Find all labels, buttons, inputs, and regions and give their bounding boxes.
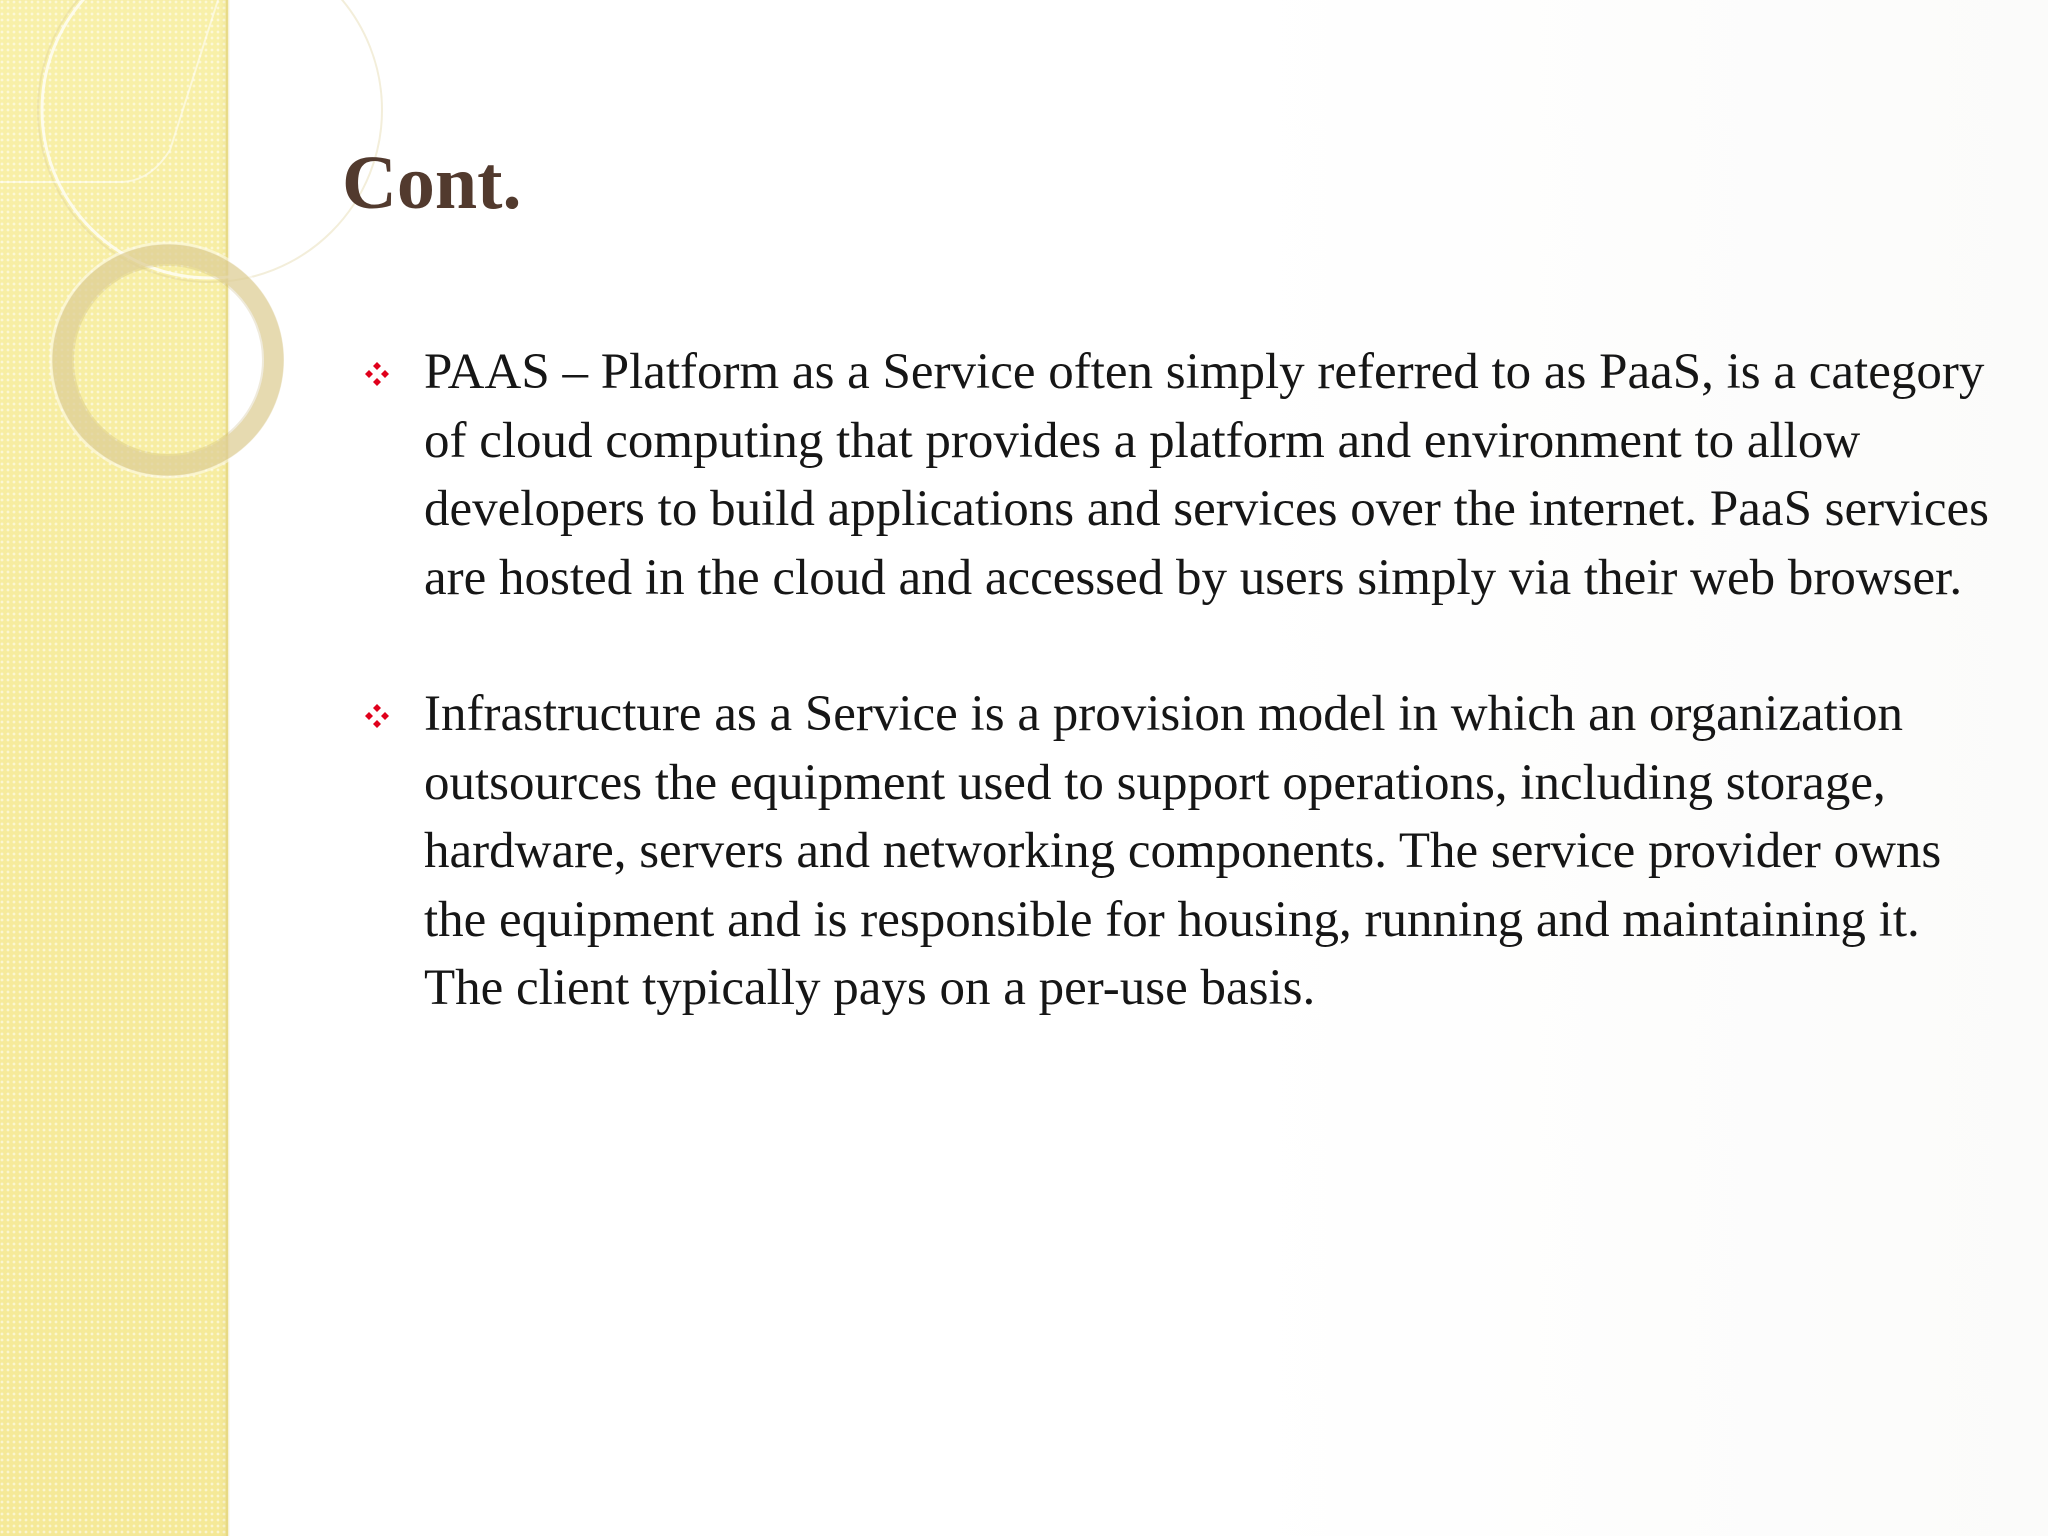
bullet-list: [358, 338, 1998, 1091]
side-band-edge: [226, 0, 230, 1536]
slide-title: Cont.: [342, 141, 522, 225]
decorative-side-band: [0, 0, 228, 1536]
bullet-item-paas: [358, 338, 1998, 612]
four-diamond-bullet-icon: [362, 359, 392, 389]
bullet-item-iaas: [358, 680, 1998, 1023]
bullet-text: PAAS – Platform as a Service often simply referred to as PaaS, is a category of cloud computing that provides a platform and environment to allow developers to build applications and services over the internet. PaaS services are hosted in the cloud and accessed by users simply via their web browser.: [424, 344, 1989, 606]
bullet-text: Infrastructure as a Service is a provision model in which an organization outsources the equipment used to support operations, including storage, hardware, servers and networking components. The service provider owns the equipment and is responsible for housing, running and maintaining it. The client typically pays on a per-use basis.: [424, 686, 1942, 1016]
four-diamond-bullet-icon: [362, 701, 392, 731]
